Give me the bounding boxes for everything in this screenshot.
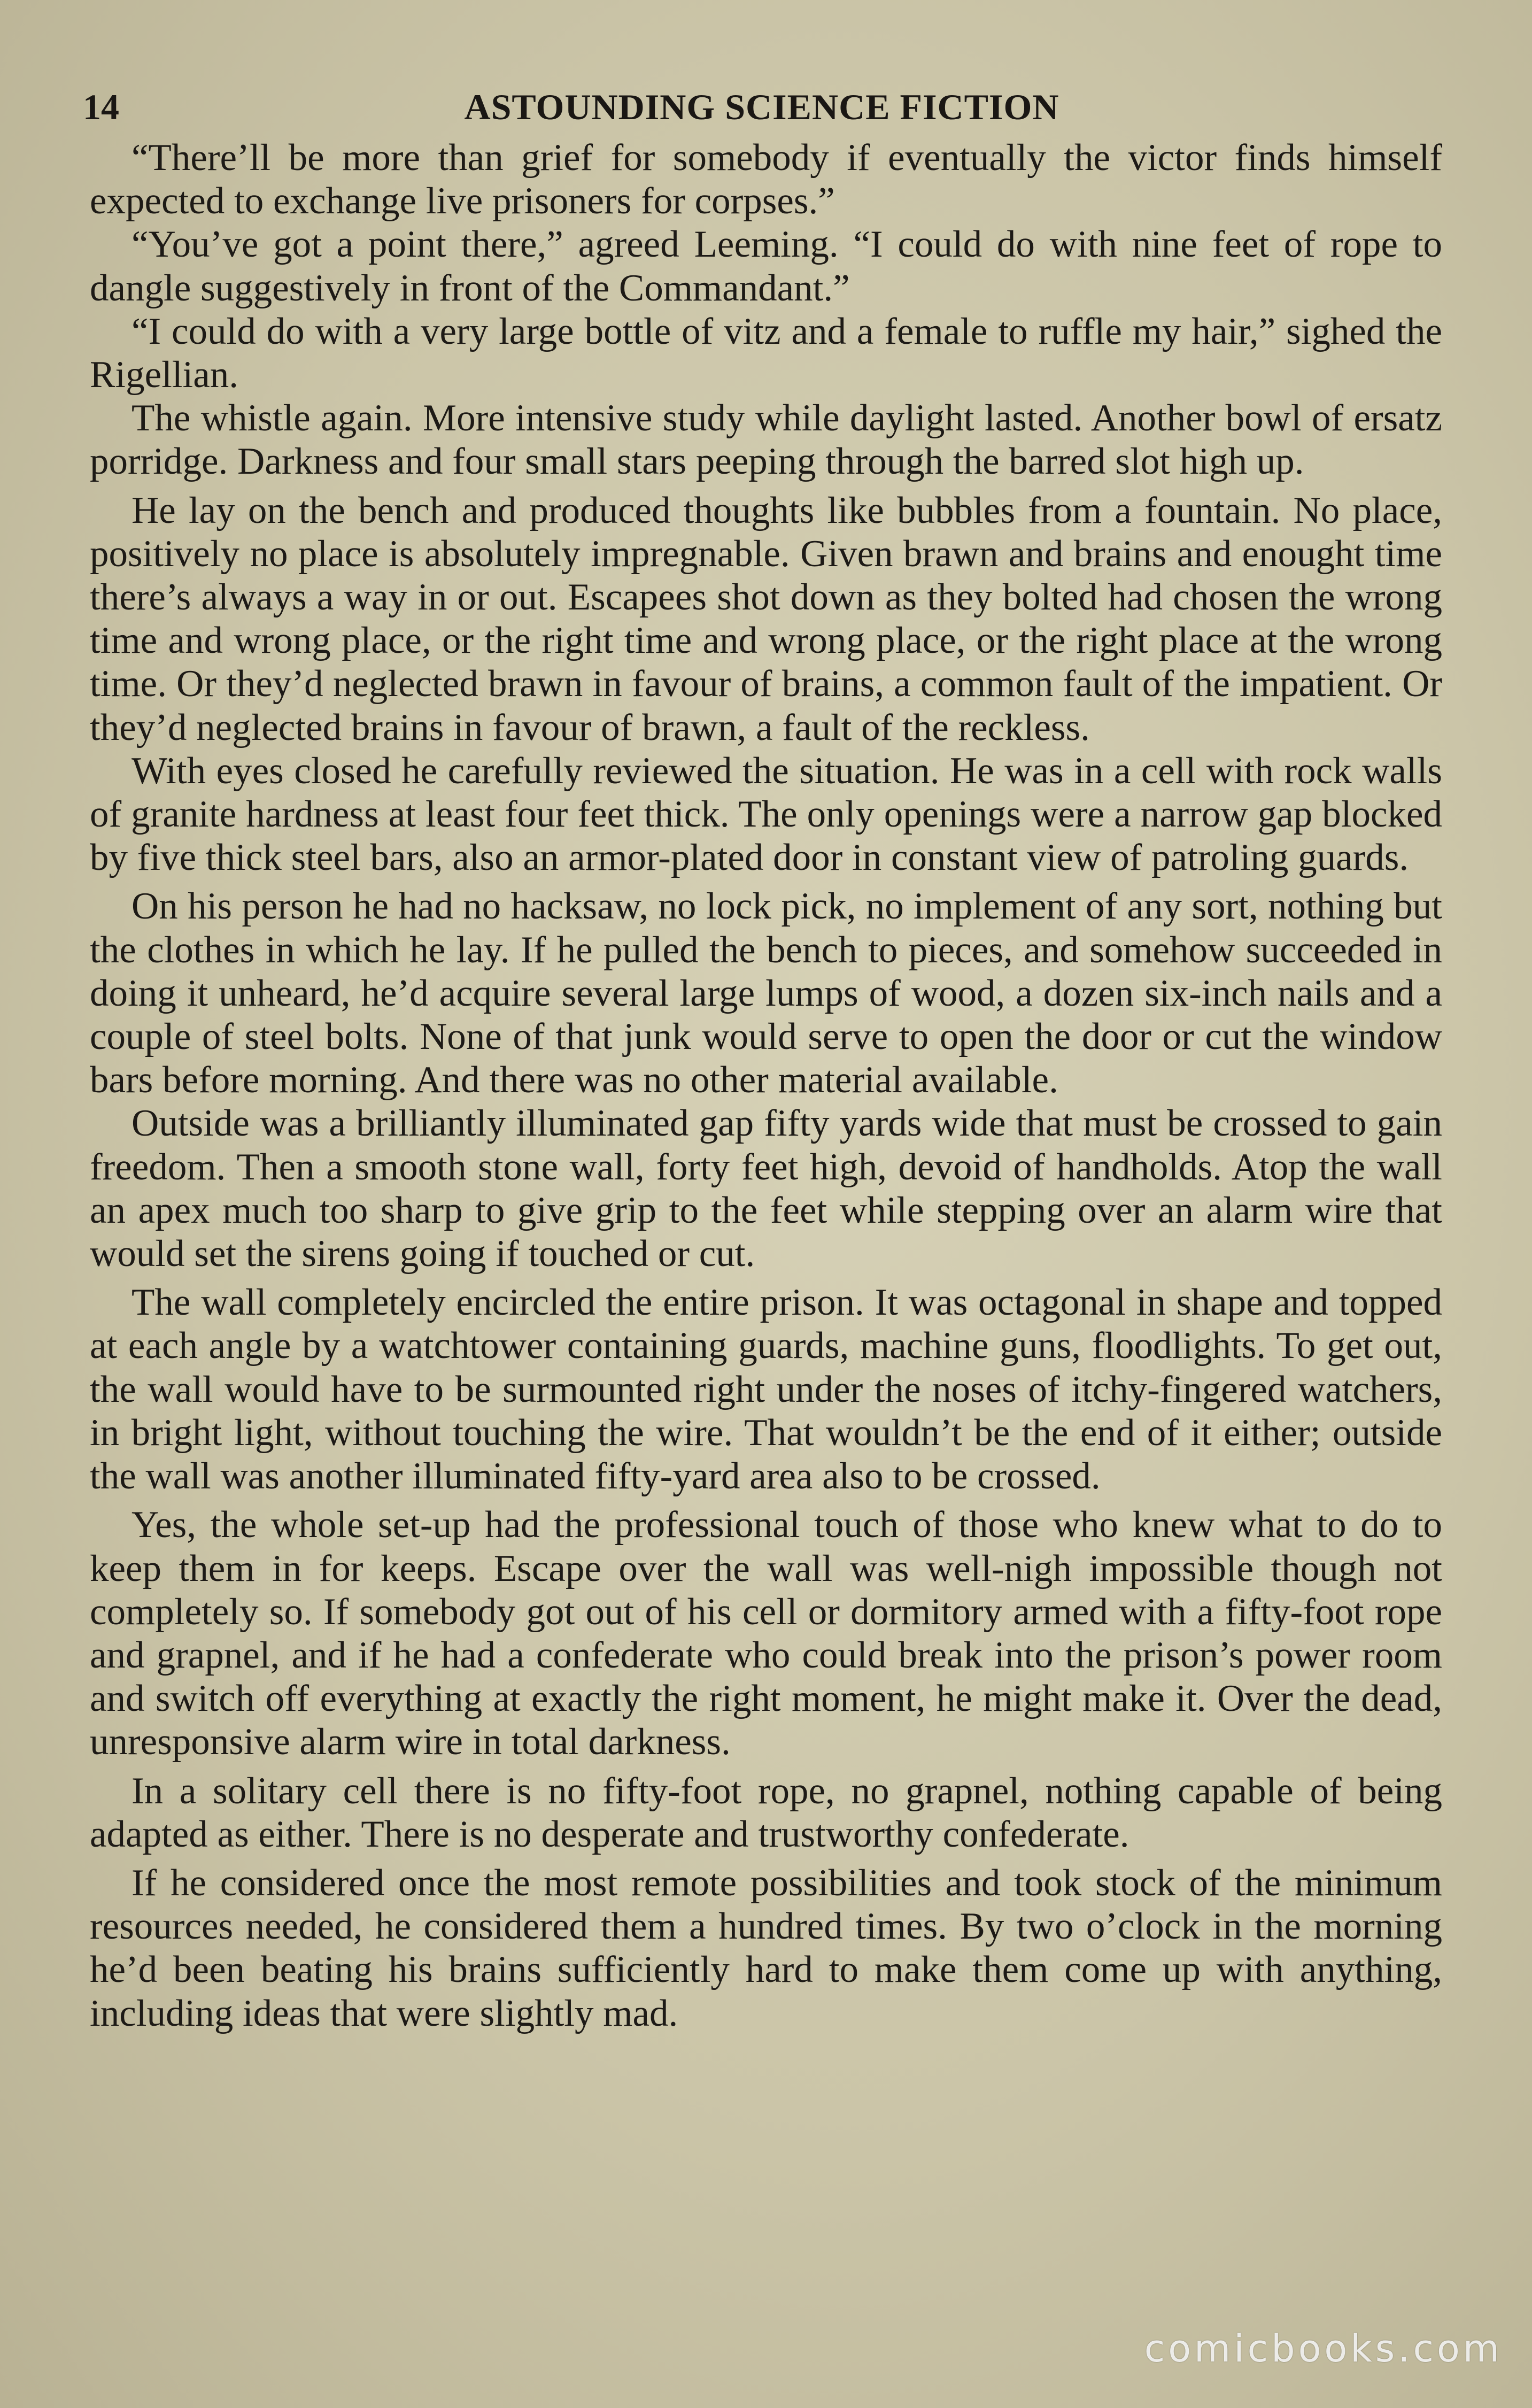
paragraph: Yes, the whole set-up had the professional touch of those who knew what to do to keep them in for keeps. Escape over the wall was well-nigh impossible though not completely so. If somebody got out of his cell or dormitory armed with a fifty-foot rope and grapnel, and if he had a confederate who could break into the prison’s power room and switch off everything at exactly the right moment, he might make it. Over the dead, unresponsive alarm wire in total darkness. (90, 1504, 1442, 1763)
paragraph: The whistle again. More intensive study while daylight lasted. Another bowl of ersatz porridge. Darkness and four small stars peeping through the barred slot high up. (90, 397, 1442, 483)
body-text (90, 136, 1442, 2035)
paragraph: “I could do with a very large bottle of vitz and a female to ruffle my hair,” sighed the Rigellian. (90, 310, 1442, 396)
paragraph: In a solitary cell there is no fifty-foot rope, no grapnel, nothing capable of being adapted as either. There is no desperate and trustworthy confederate. (90, 1770, 1442, 1855)
paragraph: On his person he had no hacksaw, no lock pick, no implement of any sort, nothing but the clothes in which he lay. If he pulled the bench to pieces, and somehow succeeded in doing it unheard, he’d acquire several large lumps of wood, a dozen six-inch nails and a couple of steel bolts. None of that junk would serve to open the door or cut the window bars before morning. And there was no other material available. (90, 885, 1442, 1101)
paragraph: He lay on the bench and produced thoughts like bubbles from a fountain. No place, positively no place is absolutely impregnable. Given brawn and brains and enought time there’s always a way in or out. Escapees shot down as they bolted had chosen the wrong time and wrong place, or the right time and wrong place, or the right place at the wrong time. Or they’d neglected brawn in favour of brains, a common fault of the impatient. Or they’d neglected brains in favour of brawn, a fault of the reckless. (90, 489, 1442, 748)
paragraph: The wall completely encircled the entire prison. It was octagonal in shape and topped at each angle by a watchtower containing guards, machine guns, floodlights. To get out, the wall would have to be surmounted right under the noses of itchy-fingered watchers, in bright light, without touching the wire. That wouldn’t be the end of it either; outside the wall was another illuminated fifty-yard area also to be crossed. (90, 1282, 1442, 1498)
paragraph: “You’ve got a point there,” agreed Leeming. “I could do with nine feet of rope to dangle suggestively in front of the Commandant.” (90, 223, 1442, 309)
paragraph: With eyes closed he carefully reviewed the situation. He was in a cell with rock walls of granite hardness at least four feet thick. The only openings were a narrow gap blocked by five thick steel bars, also an armor-plated door in constant view of patroling guards. (90, 750, 1442, 879)
paragraph: Outside was a brilliantly illuminated gap fifty yards wide that must be crossed to gain freedom. Then a smooth stone wall, forty feet high, devoid of handholds. Atop the wall an apex much too sharp to give grip to the feet while stepping over an alarm wire that would set the sirens going if touched or cut. (90, 1102, 1442, 1275)
site-watermark: comicbooks.com (1144, 2327, 1503, 2371)
paragraph: If he considered once the most remote possibilities and took stock of the minimum resources needed, he considered them a hundred times. By two o’clock in the morning he’d been beating his brains sufficiently hard to make them come up with anything, including ideas that were slightly mad. (90, 1862, 1442, 2034)
page-number: 14 (83, 86, 119, 127)
page-header (83, 80, 1441, 134)
running-head: ASTOUNDING SCIENCE FICTION (464, 86, 1059, 127)
paragraph: “There’ll be more than grief for somebody if eventually the victor finds himself expected to exchange live prisoners for corpses.” (90, 137, 1442, 222)
